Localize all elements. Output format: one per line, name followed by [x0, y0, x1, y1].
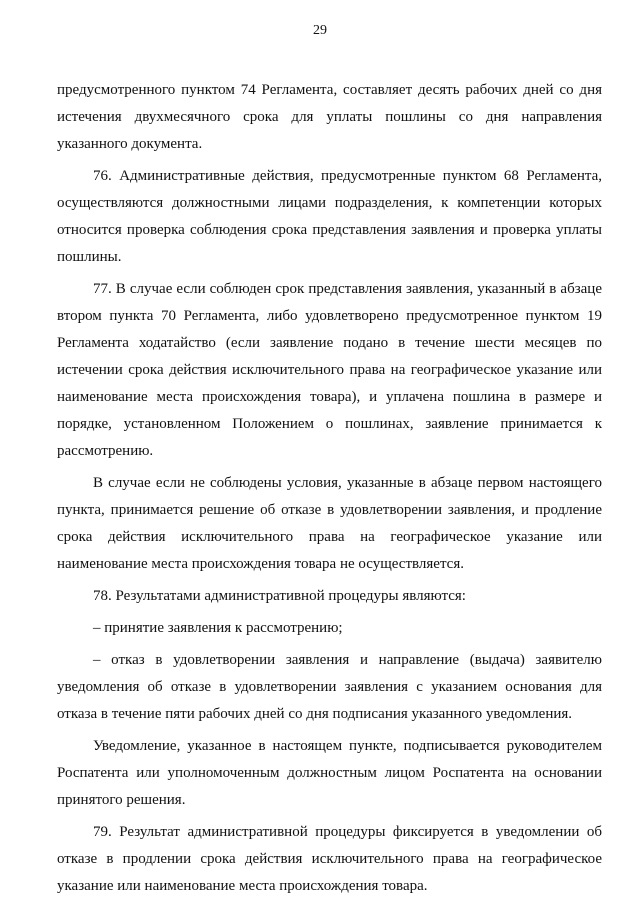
paragraph-79: 79. Результат административной процедуры фиксируется в уведомлении об отказе в продлении срока действия исключительного права на географическое указание или наименование места происхождения товара. — [57, 824, 602, 894]
paragraph-notification: Уведомление, указанное в настоящем пункте, подписывается руководителем Роспатента или уполномоченным должностным лицом Роспатента на основании принятого решения. — [57, 738, 602, 808]
list-item-acceptance: – принятие заявления к рассмотрению; — [93, 620, 343, 636]
page-number: 29 — [313, 23, 327, 38]
paragraph-78: 78. Результатами административной процедуры являются: — [93, 588, 466, 604]
paragraph-77-second: В случае если не соблюдены условия, указанные в абзаце первом настоящего пункта, принимается решение об отказе в удовлетворении заявления, и продление срока действия исключительного права на географическое указание или наименование места происхождения товара не осуществляется. — [57, 475, 602, 572]
paragraph-76: 76. Административные действия, предусмотренные пунктом 68 Регламента, осуществляются должностными лицами подразделения, к компетенции которых относится проверка соблюдения срока представления заявления и проверка уплаты пошлины. — [57, 168, 602, 265]
paragraph-77: 77. В случае если соблюден срок представления заявления, указанный в абзаце втором пункта 70 Регламента, либо удовлетворено предусмотренное пунктом 19 Регламента ходатайство (если заявление подано в течение шести месяцев по истечении срока действия исключительного права на географическое указание или наименование места происхождения товара), и уплачена пошлина в размере и порядке, установленном Положением о пошлинах, заявление принимается к рассмотрению. — [57, 281, 602, 459]
document-body — [57, 77, 602, 900]
list-item-refusal: – отказ в удовлетворении заявления и направление (выдача) заявителю уведомления об отказе в удовлетворении заявления с указанием основания для отказа в течение пяти рабочих дней со дня подписания указанного уведомления. — [57, 652, 602, 722]
paragraph-continuation: предусмотренного пунктом 74 Регламента, составляет десять рабочих дней со дня истечения двухмесячного срока для уплаты пошлины со дня направления указанного документа. — [57, 82, 602, 152]
